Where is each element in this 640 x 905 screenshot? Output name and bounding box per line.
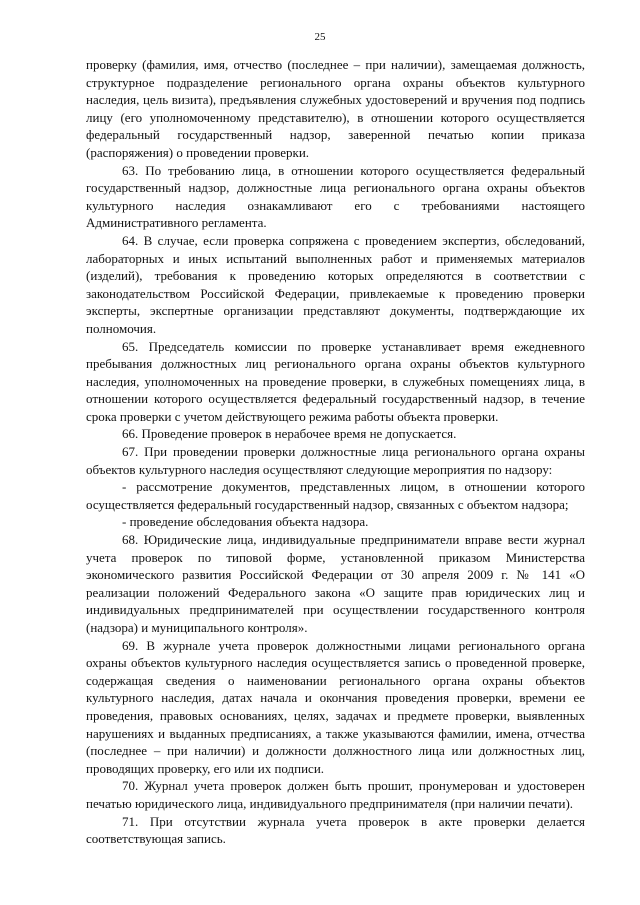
list-item-object-inspection: - проведение обследования объекта надзора. (122, 514, 369, 530)
paragraph-69: 69. В журнале учета проверок должностными лицами регионального органа охраны объектов культурного наследия осуществляется запись о проведенной проверке, содержащая сведения о наименовании регионального органа охраны объектов культурного наследия, датах начала и окончания проведения проверки, времени ее проведения, правовых основаниях, целях, задачах и предмете проверки, выявленных нарушениях и выданных предписаниях, а также указываются фамилии, имена, отчества (последнее – при наличии) и должности должностного лица или должностных лиц, проводящих проверку, его или их подписи. (86, 637, 585, 776)
document-body (86, 56, 585, 848)
paragraph-63: 63. По требованию лица, в отношении которого осуществляется федеральный государственный надзор, должностные лица регионального органа охраны объектов культурного наследия ознакамливают его с требованиями настоящего Административного регламента. (86, 162, 585, 231)
paragraph-64: 64. В случае, если проверка сопряжена с проведением экспертиз, обследований, лабораторных и иных испытаний выполненных работ и применяемых материалов (изделий), требования к проведению которых определяются в соответствии с законодательством Российской Федерации, привлекаемые к проведению проверки эксперты, экспертные организации представляют документы, подтверждающие их полномочия. (86, 232, 585, 336)
paragraph-65: 65. Председатель комиссии по проверке устанавливает время ежедневного пребывания должностных лиц регионального органа охраны объектов культурного наследия, уполномоченных на проведение проверки, в служебных помещениях лица, в отношении которого осуществляется федеральный государственный надзор, в течение срока проверки с учетом действующего режима работы объекта проверки. (86, 338, 585, 424)
paragraph-continuation: проверку (фамилия, имя, отчество (последнее – при наличии), замещаемая должность, структурное подразделение регионального органа охраны объектов культурного наследия, цель визита), предъявления служебных удостоверений и вручения под подпись лицу (его уполномоченному представителю), в отношении которого осуществляется федеральный государственный надзор, заверенной печатью копии приказа (распоряжения) о проведении проверки. (86, 57, 585, 160)
paragraph-67: 67. При проведении проверки должностные лица регионального органа охраны объектов культурного наследия осуществляют следующие мероприятия по надзору: (86, 444, 585, 477)
paragraph-66: 66. Проведение проверок в нерабочее время не допускается. (122, 426, 457, 442)
paragraph-71: 71. При отсутствии журнала учета проверок в акте проверки делается соответствующая запись. (86, 813, 585, 847)
paragraph-68: 68. Юридические лица, индивидуальные предприниматели вправе вести журнал учета проверок по типовой форме, установленной приказом Министерства экономического развития Российской Федерации от 30 апреля 2009 г. № 141 «О реализации положений Федерального закона «О защите прав юридических лиц и индивидуальных предпринимателей при осуществлении государственного контроля (надзора) и муниципального контроля». (86, 532, 585, 635)
list-item-document-review: - рассмотрение документов, представленных лицом, в отношении которого осуществляется федеральный государственный надзор, связанных с объектом надзора; (86, 479, 585, 512)
paragraph-70: 70. Журнал учета проверок должен быть прошит, пронумерован и удостоверен печатью юридического лица, индивидуального предпринимателя (при наличии печати). (86, 778, 585, 811)
page-number: 25 (314, 31, 326, 43)
